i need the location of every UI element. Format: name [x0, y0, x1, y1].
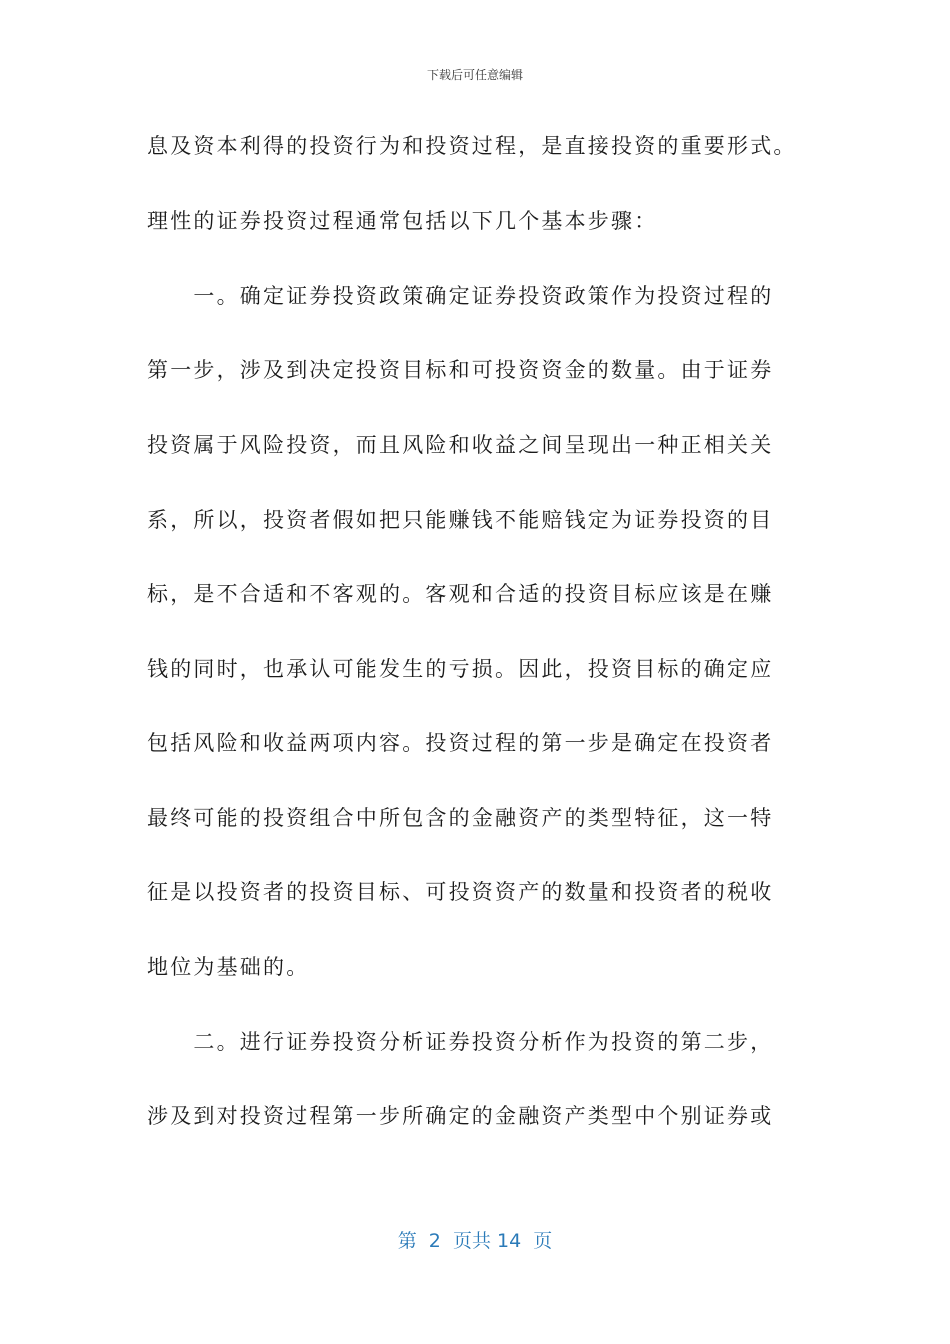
- paragraph-line: 一。确定证券投资政策确定证券投资政策作为投资过程的: [147, 284, 774, 308]
- paragraph-line: 钱的同时，也承认可能发生的亏损。因此，投资目标的确定应: [147, 657, 774, 681]
- paragraph-line: 第一步，涉及到决定投资目标和可投资资金的数量。由于证券: [147, 358, 774, 382]
- paragraph-line: 投资属于风险投资，而且风险和收益之间呈现出一种正相关关: [147, 433, 774, 457]
- paragraph-line: 系，所以，投资者假如把只能赚钱不能赔钱定为证券投资的目: [147, 508, 774, 532]
- paragraph-line: 理性的证券投资过程通常包括以下几个基本步骤：: [147, 209, 658, 233]
- paragraph-line: 息及资本利得的投资行为和投资过程，是直接投资的重要形式。: [147, 134, 797, 158]
- paragraph-line: 最终可能的投资组合中所包含的金融资产的类型特征，这一特: [147, 806, 774, 830]
- paragraph-line: 二。进行证券投资分析证券投资分析作为投资的第二步，: [147, 1030, 774, 1054]
- paragraph-line: 地位为基础的。: [147, 955, 310, 979]
- paragraph-line: 征是以投资者的投资目标、可投资资产的数量和投资者的税收: [147, 880, 774, 904]
- page-header-note: 下载后可任意编辑: [426, 68, 523, 82]
- paragraph-line: 包括风险和收益两项内容。投资过程的第一步是确定在投资者: [147, 731, 774, 755]
- page-number-footer: 第 2 页共 14 页: [397, 1230, 553, 1252]
- paragraph-line: 涉及到对投资过程第一步所确定的金融资产类型中个别证券或: [147, 1104, 774, 1128]
- paragraph-line: 标，是不合适和不客观的。客观和合适的投资目标应该是在赚: [147, 582, 774, 606]
